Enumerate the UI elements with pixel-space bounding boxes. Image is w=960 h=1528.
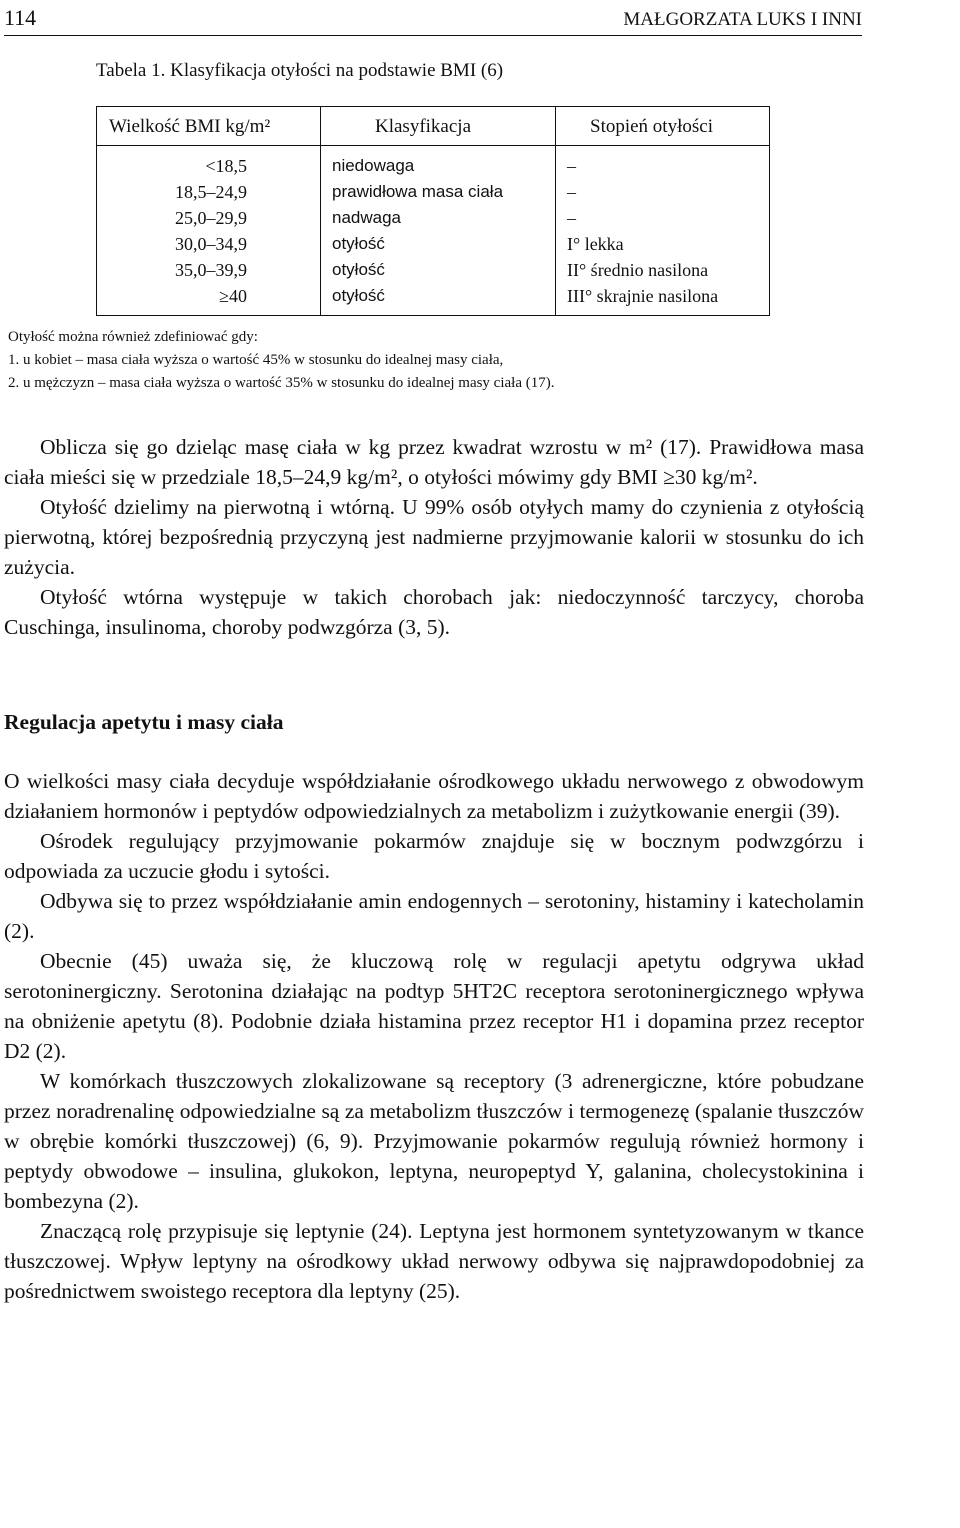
page-number: 114 bbox=[4, 5, 37, 30]
table-cell-classification: otyłość bbox=[332, 286, 385, 305]
paragraph: Otyłość dzielimy na pierwotną i wtórną. U 99% osób otyłych mamy do czynienia z otyłością pierwotną, której bezpośrednią przyczyną jest nadmierne przyjmowanie kalorii w stosunku do ich zużycia. bbox=[4, 495, 864, 579]
body-text-top bbox=[4, 432, 864, 642]
paragraph: Oblicza się go dzieląc masę ciała w kg przez kwadrat wzrostu w m² (17). Prawidłowa masa ciała mieści się w przedziale 18,5–24,9 kg/m², o otyłości mówimy gdy BMI ≥30 kg/m². bbox=[4, 435, 864, 489]
running-header bbox=[4, 0, 862, 36]
notes-item: 1. u kobiet – masa ciała wyższa o wartość 45% w stosunku do idealnej masy ciała, bbox=[8, 352, 504, 368]
notes-intro: Otyłość można również zdefiniować gdy: bbox=[8, 329, 258, 345]
table-caption: Tabela 1. Klasyfikacja otyłości na podstawie BMI (6) bbox=[96, 60, 504, 81]
column-header-bmi: Wielkość BMI kg/m² bbox=[109, 116, 271, 137]
column-divider bbox=[555, 107, 556, 315]
table-cell-degree: I° lekka bbox=[567, 234, 624, 254]
table-cell-bmi: 18,5–24,9 bbox=[175, 182, 247, 202]
table-notes bbox=[8, 326, 808, 395]
paragraph: Odbywa się to przez współdziałanie amin endogennych – serotoniny, histaminy i katecholamin (2). bbox=[4, 889, 864, 943]
bmi-classification-table bbox=[96, 106, 770, 316]
paragraph: Obecnie (45) uważa się, że kluczową rolę w regulacji apetytu odgrywa układ serotoninergiczny. Serotonina działając na podtyp 5HT2C receptora serotoninergicznego wpływa na obniżenie apetytu (8). Podobnie działa histamina przez receptor H1 i dopamina przez receptor D2 (2). bbox=[4, 949, 864, 1063]
table-cell-classification: nadwaga bbox=[332, 208, 402, 227]
column-divider bbox=[320, 107, 321, 315]
table-cell-bmi: 25,0–29,9 bbox=[175, 208, 247, 228]
table-cell-degree: – bbox=[567, 182, 576, 202]
table-cell-degree: III° skrajnie nasilona bbox=[567, 286, 719, 306]
running-header-authors: MAŁGORZATA LUKS I INNI bbox=[623, 9, 862, 30]
table-cell-degree: – bbox=[567, 208, 576, 228]
column-header-classification: Klasyfikacja bbox=[375, 116, 472, 137]
table-cell-classification: prawidłowa masa ciała bbox=[332, 182, 504, 201]
paragraph: Znaczącą rolę przypisuje się leptynie (24). Leptyna jest hormonem syntetyzowanym w tkance tłuszczowej. Wpływ leptyny na ośrodkowy układ nerwowy odbywa się najprawdopodobniej za pośrednictwem swoistego receptora dla leptyny (25). bbox=[4, 1219, 864, 1303]
table-cell-classification: otyłość bbox=[332, 260, 385, 279]
column-header-degree: Stopień otyłości bbox=[590, 116, 713, 137]
table-cell-bmi: 35,0–39,9 bbox=[175, 260, 247, 280]
table-header-row bbox=[97, 107, 769, 146]
table-cell-degree: – bbox=[567, 156, 576, 176]
notes-item: 2. u mężczyzn – masa ciała wyższa o wartość 35% w stosunku do idealnej masy ciała (17). bbox=[8, 375, 555, 391]
paragraph: O wielkości masy ciała decyduje współdziałanie ośrodkowego układu nerwowego z obwodowym działaniem hormonów i peptydów odpowiedzialnych za metabolizm i zużytkowanie energii (39). bbox=[4, 769, 864, 823]
table-cell-classification: otyłość bbox=[332, 234, 385, 253]
paragraph: Ośrodek regulujący przyjmowanie pokarmów znajduje się w bocznym podwzgórzu i odpowiada za uczucie głodu i sytości. bbox=[4, 829, 864, 883]
table-cell-bmi: <18,5 bbox=[205, 156, 247, 176]
body-text-bottom bbox=[4, 766, 864, 1306]
table-cell-degree: II° średnio nasilona bbox=[567, 260, 709, 280]
section-heading: Regulacja apetytu i masy ciała bbox=[4, 710, 284, 734]
paragraph: Otyłość wtórna występuje w takich chorobach jak: niedoczynność tarczycy, choroba Cuschinga, insulinoma, choroby podwzgórza (3, 5). bbox=[4, 585, 864, 639]
table-cell-classification: niedowaga bbox=[332, 156, 415, 175]
table-cell-bmi: ≥40 bbox=[219, 286, 247, 306]
table-cell-bmi: 30,0–34,9 bbox=[175, 234, 247, 254]
paragraph: W komórkach tłuszczowych zlokalizowane są receptory (3 adrenergiczne, które pobudzane przez noradrenalinę odpowiedzialne są za metabolizm tłuszczów i termogenezę (spalanie tłuszczów w obrębie komórki tłuszczowej) (6, 9). Przyjmowanie pokarmów regulują również hormony i peptydy obwodowe – insulina, glukokon, leptyna, neuropeptyd Y, galanina, cholecystokinina i bombezyna (2). bbox=[4, 1069, 864, 1213]
